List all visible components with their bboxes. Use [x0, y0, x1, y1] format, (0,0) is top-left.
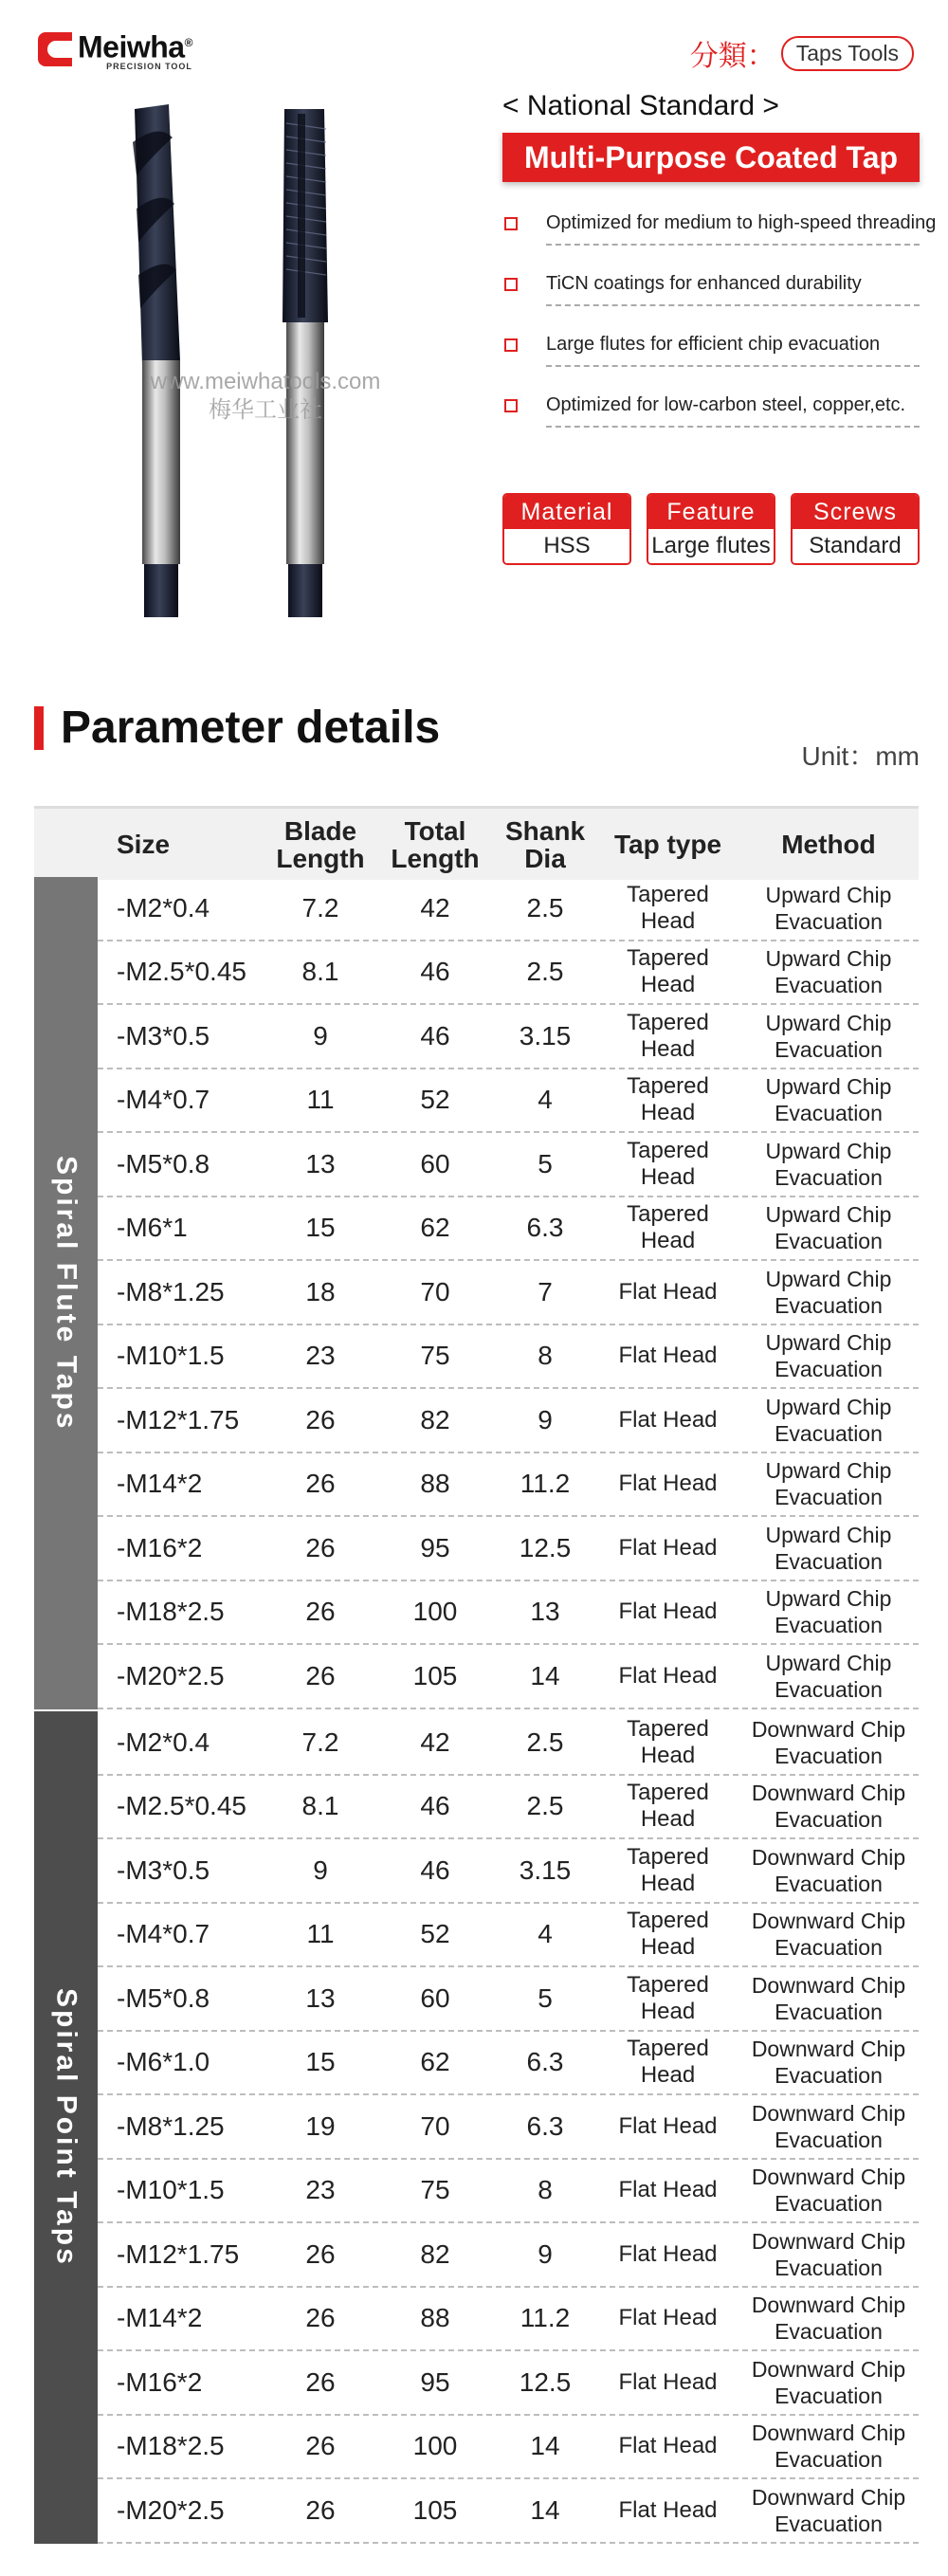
cell-tap-type: Flat Head: [618, 1343, 718, 1369]
cell-blade-length: 26: [305, 1597, 336, 1627]
cell-blade-length: 9: [313, 1854, 328, 1885]
cell-size: -M10*1.5: [117, 2175, 225, 2205]
table-row: [98, 2095, 919, 2160]
feature-list: [502, 204, 937, 447]
spec-value: Large flutes: [648, 529, 774, 563]
bullet-box-icon: [504, 217, 518, 230]
cell-blade-length: 15: [305, 2047, 336, 2077]
cell-tap-type: Flat Head: [618, 2496, 718, 2523]
cell-size: -M14*2: [117, 2303, 203, 2333]
cell-total-length: 46: [420, 957, 450, 987]
table-row: [98, 1904, 919, 1968]
cell-blade-length: 19: [305, 2110, 336, 2141]
cell-shank-dia: 11.2: [520, 1469, 571, 1499]
header-size: Size: [117, 830, 171, 859]
cell-blade-length: 13: [305, 1148, 336, 1178]
cell-shank-dia: 14: [530, 2431, 560, 2461]
cell-total-length: 52: [420, 1919, 450, 1949]
feature-text: Optimized for medium to high-speed threading: [546, 204, 920, 246]
cell-tap-type: Flat Head: [618, 2240, 718, 2267]
table-row: [98, 1967, 919, 2032]
cell-size: -M12*1.75: [117, 2238, 240, 2269]
cell-total-length: 82: [420, 2238, 450, 2269]
cell-size: -M2.5*0.45: [117, 1791, 246, 1821]
cell-total-length: 95: [420, 1532, 450, 1562]
cell-size: -M3*0.5: [117, 1020, 210, 1050]
cell-blade-length: 26: [305, 2366, 336, 2397]
table-row: [98, 1839, 919, 1904]
cell-method: Upward Chip Evacuation: [765, 1330, 892, 1382]
cell-size: -M8*1.25: [117, 1276, 225, 1306]
cell-method: Downward Chip Evacuation: [751, 2037, 906, 2089]
cell-method: Upward Chip Evacuation: [765, 1266, 892, 1318]
cell-size: -M2.5*0.45: [117, 957, 246, 987]
bullet-box-icon: [504, 399, 518, 412]
cell-size: -M16*2: [117, 1532, 203, 1562]
bullet-box-icon: [504, 278, 518, 291]
cell-method: Upward Chip Evacuation: [765, 946, 892, 998]
cell-method: Upward Chip Evacuation: [765, 1586, 892, 1638]
cell-blade-length: 23: [305, 2175, 336, 2205]
cell-method: Downward Chip Evacuation: [751, 2421, 906, 2473]
cell-method: Upward Chip Evacuation: [765, 1138, 892, 1190]
spec-chip-material: [502, 493, 631, 565]
cell-shank-dia: 14: [530, 2494, 560, 2525]
product-image: [114, 104, 398, 621]
spec-label: Feature: [648, 495, 774, 529]
cell-total-length: 42: [420, 892, 450, 923]
cell-total-length: 46: [420, 1020, 450, 1050]
cell-total-length: 62: [420, 2047, 450, 2077]
cell-method: Upward Chip Evacuation: [765, 1522, 892, 1574]
cell-blade-length: 26: [305, 1469, 336, 1499]
cell-total-length: 52: [420, 1085, 450, 1115]
cell-size: -M5*0.8: [117, 1148, 210, 1178]
table-row: [98, 2351, 919, 2416]
spiral-point-tap-icon: [283, 109, 328, 617]
cell-total-length: 46: [420, 1854, 450, 1885]
table-row: [98, 1133, 919, 1197]
cell-blade-length: 18: [305, 1276, 336, 1306]
cell-total-length: 95: [420, 2366, 450, 2397]
spiral-flute-rows: [98, 877, 919, 1709]
cell-tap-type: Flat Head: [618, 1471, 718, 1497]
cell-method: Downward Chip Evacuation: [751, 1844, 906, 1896]
cell-method: Downward Chip Evacuation: [751, 2293, 906, 2345]
feature-text: Large flutes for efficient chip evacuation: [546, 325, 920, 367]
cell-total-length: 100: [412, 2431, 458, 2461]
cell-blade-length: 8.1: [301, 1791, 339, 1821]
cell-method: Upward Chip Evacuation: [765, 1074, 892, 1126]
cell-shank-dia: 3.15: [519, 1854, 572, 1885]
cell-size: -M6*1: [117, 1213, 188, 1243]
cell-total-length: 60: [420, 1148, 450, 1178]
product-name: Multi-Purpose Coated Tap: [502, 133, 920, 182]
spec-label: Material: [504, 495, 629, 529]
spec-chips: [502, 493, 920, 565]
category: [690, 32, 914, 74]
feature-item: [502, 265, 920, 325]
cell-total-length: 70: [420, 2110, 450, 2141]
feature-item: [502, 204, 937, 265]
cell-method: Downward Chip Evacuation: [751, 2356, 906, 2408]
watermark-cn: 梅华工业社: [209, 397, 322, 423]
section-title: [34, 702, 440, 754]
cell-tap-type: Tapered Head: [627, 1201, 709, 1254]
cell-tap-type: Flat Head: [618, 2177, 718, 2203]
spec-value: HSS: [504, 529, 629, 563]
brand-name: Meiwha: [78, 29, 185, 64]
table-row: [98, 2416, 919, 2480]
cell-tap-type: Flat Head: [618, 1406, 718, 1433]
feature-item: [502, 325, 920, 386]
header-blade-length: Blade Length: [276, 815, 365, 873]
cell-shank-dia: 9: [538, 1404, 553, 1434]
cell-tap-type: Tapered Head: [627, 1073, 709, 1126]
cell-tap-type: Tapered Head: [627, 1908, 709, 1961]
cell-method: Upward Chip Evacuation: [765, 882, 892, 934]
table-row: [98, 1517, 919, 1581]
cell-method: Upward Chip Evacuation: [765, 1010, 892, 1062]
registered-mark: ®: [184, 36, 192, 49]
cell-size: -M5*0.8: [117, 1982, 210, 2013]
cell-blade-length: 7.2: [301, 892, 339, 923]
category-tag[interactable]: Taps Tools: [781, 36, 914, 71]
cell-tap-type: Tapered Head: [627, 1843, 709, 1896]
cell-blade-length: 11: [306, 1085, 335, 1115]
group-label-spiral-flute: Spiral Flute Taps: [34, 877, 98, 1709]
spec-value: Standard: [793, 529, 918, 563]
cell-blade-length: 23: [305, 1341, 336, 1371]
cell-total-length: 105: [412, 2494, 458, 2525]
cell-shank-dia: 6.3: [526, 2110, 564, 2141]
cell-size: -M8*1.25: [117, 2110, 225, 2141]
cell-method: Downward Chip Evacuation: [751, 2228, 906, 2280]
cell-method: Downward Chip Evacuation: [751, 1781, 906, 1833]
cell-tap-type: Flat Head: [618, 2433, 718, 2459]
cell-blade-length: 13: [305, 1982, 336, 2013]
cell-shank-dia: 5: [538, 1982, 553, 2013]
cell-blade-length: 26: [305, 2431, 336, 2461]
cell-method: Upward Chip Evacuation: [765, 1650, 892, 1702]
cell-tap-type: Flat Head: [618, 1534, 718, 1561]
cell-shank-dia: 2.5: [526, 892, 564, 923]
table-row: [98, 1325, 919, 1390]
cell-shank-dia: 2.5: [526, 1791, 564, 1821]
cell-total-length: 46: [420, 1791, 450, 1821]
table-row: [98, 2032, 919, 2096]
table-row: [98, 877, 919, 941]
spec-chip-feature: [647, 493, 775, 565]
feature-text: Optimized for low-carbon steel, copper,etc.: [546, 386, 920, 428]
cell-tap-type: Flat Head: [618, 1662, 718, 1689]
cell-size: -M14*2: [117, 1469, 203, 1499]
cell-size: -M4*0.7: [117, 1085, 210, 1115]
header-total-length: Total Length: [391, 815, 480, 873]
cell-tap-type: Flat Head: [618, 1599, 718, 1625]
cell-tap-type: Tapered Head: [627, 881, 709, 934]
cell-shank-dia: 6.3: [526, 2047, 564, 2077]
cell-size: -M20*2.5: [117, 2494, 225, 2525]
cell-size: -M12*1.75: [117, 1404, 240, 1434]
table-row: [98, 1711, 919, 1776]
table-row: [98, 1261, 919, 1325]
table-row: [98, 2160, 919, 2224]
cell-size: -M18*2.5: [117, 1597, 225, 1627]
cell-size: -M4*0.7: [117, 1919, 210, 1949]
cell-method: Downward Chip Evacuation: [751, 1716, 906, 1768]
table-row: [98, 1197, 919, 1262]
spiral-point-rows: [98, 1711, 919, 2544]
cell-total-length: 75: [420, 2175, 450, 2205]
table-row: [98, 1389, 919, 1453]
cell-method: Downward Chip Evacuation: [751, 1972, 906, 2024]
cell-blade-length: 11: [306, 1919, 335, 1949]
cell-tap-type: Tapered Head: [627, 1715, 709, 1768]
cell-shank-dia: 12.5: [519, 1532, 572, 1562]
spiral-flute-tap-icon: [133, 104, 180, 617]
cell-blade-length: 26: [305, 1404, 336, 1434]
cell-total-length: 70: [420, 1276, 450, 1306]
header-shank-dia: Shank Dia: [504, 815, 586, 873]
cell-method: Downward Chip Evacuation: [751, 2100, 906, 2152]
table-row: [98, 1005, 919, 1069]
table-row: [98, 1645, 919, 1709]
cell-size: -M10*1.5: [117, 1341, 225, 1371]
cell-tap-type: Flat Head: [618, 2368, 718, 2395]
header-method: Method: [781, 830, 876, 859]
cell-size: -M6*1.0: [117, 2047, 210, 2077]
feature-item: [502, 386, 920, 447]
cell-total-length: 88: [420, 1469, 450, 1499]
table-row: [98, 941, 919, 1006]
cell-blade-length: 7.2: [301, 1726, 339, 1757]
cell-size: -M18*2.5: [117, 2431, 225, 2461]
table-header: [34, 806, 919, 880]
watermark: [133, 368, 398, 425]
table-row: [98, 2479, 919, 2544]
cell-blade-length: 26: [305, 1660, 336, 1690]
cell-total-length: 42: [420, 1726, 450, 1757]
cell-tap-type: Flat Head: [618, 2112, 718, 2139]
cell-method: Downward Chip Evacuation: [751, 1909, 906, 1961]
cell-shank-dia: 4: [538, 1085, 553, 1115]
cell-total-length: 60: [420, 1982, 450, 2013]
cell-shank-dia: 8: [538, 1341, 553, 1371]
brand-logo: [38, 28, 192, 71]
cell-blade-length: 9: [313, 1020, 328, 1050]
header-tap-type: Tap type: [613, 830, 722, 859]
standard-label: < National Standard >: [502, 90, 779, 121]
cell-blade-length: 26: [305, 2494, 336, 2525]
brand-subtitle: PRECISION TOOL: [106, 61, 192, 71]
unit-label: Unit：mm: [801, 741, 920, 771]
cell-size: -M3*0.5: [117, 1854, 210, 1885]
feature-text: TiCN coatings for enhanced durability: [546, 265, 920, 306]
spec-label: Screws: [793, 495, 918, 529]
table-row: [98, 1069, 919, 1134]
watermark-url: www.meiwhatools.com: [150, 369, 381, 394]
cell-shank-dia: 6.3: [526, 1213, 564, 1243]
cell-method: Upward Chip Evacuation: [765, 1394, 892, 1446]
cell-size: -M20*2.5: [117, 1660, 225, 1690]
cell-shank-dia: 14: [530, 1660, 560, 1690]
section-accent-bar: [34, 706, 44, 750]
cell-size: -M2*0.4: [117, 892, 210, 923]
cell-tap-type: Tapered Head: [627, 1780, 709, 1833]
cell-tap-type: Tapered Head: [627, 1137, 709, 1190]
cell-total-length: 82: [420, 1404, 450, 1434]
cell-blade-length: 26: [305, 2303, 336, 2333]
cell-blade-length: 8.1: [301, 957, 339, 987]
table-row: [98, 1776, 919, 1840]
cell-tap-type: Tapered Head: [627, 1971, 709, 2024]
cell-tap-type: Flat Head: [618, 1278, 718, 1305]
category-label: 分類：: [689, 41, 775, 72]
cell-shank-dia: 3.15: [519, 1020, 572, 1050]
table-row: [98, 2288, 919, 2352]
cell-shank-dia: 13: [530, 1597, 560, 1627]
cell-blade-length: 26: [305, 2238, 336, 2269]
bullet-box-icon: [504, 338, 518, 352]
cell-shank-dia: 2.5: [526, 957, 564, 987]
cell-shank-dia: 11.2: [520, 2303, 571, 2333]
table-row: [98, 1581, 919, 1646]
cell-tap-type: Tapered Head: [627, 1009, 709, 1062]
cell-total-length: 88: [420, 2303, 450, 2333]
cell-total-length: 105: [412, 1660, 458, 1690]
cell-shank-dia: 8: [538, 2175, 553, 2205]
cell-blade-length: 26: [305, 1532, 336, 1562]
table-row: [98, 2223, 919, 2288]
cell-tap-type: Flat Head: [618, 2305, 718, 2331]
spec-chip-screws: [791, 493, 920, 565]
section-title-text: Parameter details: [61, 703, 441, 753]
cell-total-length: 100: [412, 1597, 458, 1627]
group-label-spiral-point: Spiral Point Taps: [34, 1711, 98, 2544]
cell-size: -M16*2: [117, 2366, 203, 2397]
cell-method: Upward Chip Evacuation: [765, 1202, 892, 1254]
cell-shank-dia: 5: [538, 1148, 553, 1178]
cell-total-length: 62: [420, 1213, 450, 1243]
cell-tap-type: Tapered Head: [627, 2036, 709, 2089]
cell-method: Downward Chip Evacuation: [751, 2484, 906, 2536]
cell-method: Downward Chip Evacuation: [751, 2165, 906, 2217]
cell-method: Upward Chip Evacuation: [765, 1458, 892, 1510]
cell-shank-dia: 2.5: [526, 1726, 564, 1757]
cell-shank-dia: 4: [538, 1919, 553, 1949]
cell-blade-length: 15: [305, 1213, 336, 1243]
cell-total-length: 75: [420, 1341, 450, 1371]
cell-shank-dia: 12.5: [519, 2366, 572, 2397]
cell-shank-dia: 7: [538, 1276, 553, 1306]
table-row: [98, 1453, 919, 1518]
cell-size: -M2*0.4: [117, 1726, 210, 1757]
logo-mark-icon: [38, 32, 72, 66]
cell-shank-dia: 9: [538, 2238, 553, 2269]
cell-tap-type: Tapered Head: [627, 945, 709, 998]
